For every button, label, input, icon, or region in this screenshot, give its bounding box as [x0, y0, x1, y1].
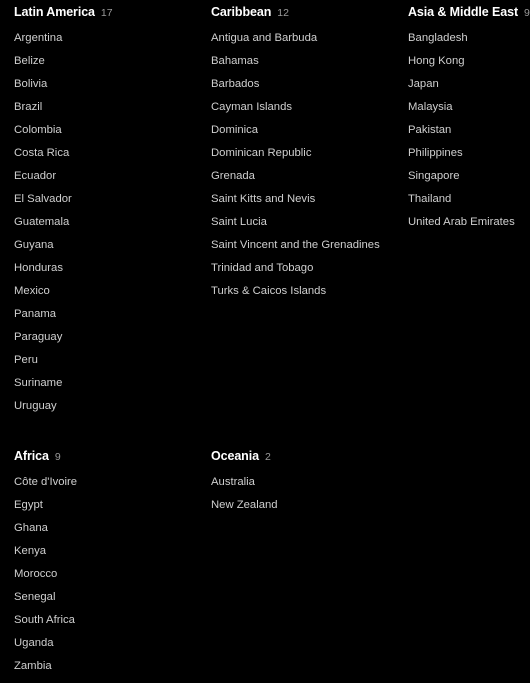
country-link[interactable]: Ecuador — [14, 170, 57, 182]
country-link[interactable]: Morocco — [14, 568, 58, 580]
region-header — [14, 5, 204, 23]
country-link[interactable]: Guatemala — [14, 216, 70, 228]
country-link[interactable]: Brazil — [14, 101, 43, 113]
country-link[interactable]: Uganda — [14, 637, 54, 649]
region-count: 17 — [100, 7, 113, 19]
country-link[interactable]: Mexico — [14, 285, 50, 297]
country-link[interactable]: Suriname — [14, 377, 63, 389]
country-link[interactable]: Saint Vincent and the Grenadines — [211, 239, 380, 251]
country-link[interactable]: Saint Lucia — [211, 216, 267, 228]
country-list — [14, 32, 204, 423]
region-count: 9 — [524, 7, 530, 19]
country-link[interactable]: Peru — [14, 354, 38, 366]
country-link[interactable]: United Arab Emirates — [408, 216, 515, 228]
country-link[interactable]: El Salvador — [14, 193, 72, 205]
country-link[interactable]: Thailand — [408, 193, 452, 205]
country-link[interactable]: Paraguay — [14, 331, 63, 343]
region-caribbean — [211, 5, 401, 308]
country-link[interactable]: Ghana — [14, 522, 48, 534]
country-link[interactable]: Pakistan — [408, 124, 452, 136]
country-link[interactable]: Senegal — [14, 591, 56, 603]
region-oceania — [211, 449, 401, 522]
country-list — [211, 32, 401, 308]
country-link[interactable]: Malaysia — [408, 101, 453, 113]
country-list — [14, 476, 204, 683]
country-link[interactable]: Colombia — [14, 124, 62, 136]
region-title: Oceania — [211, 449, 259, 463]
country-link[interactable]: Philippines — [408, 147, 463, 159]
country-link[interactable]: Uruguay — [14, 400, 57, 412]
country-link[interactable]: Bolivia — [14, 78, 48, 90]
country-link[interactable]: Argentina — [14, 32, 63, 44]
region-header — [211, 5, 401, 23]
country-link[interactable]: Barbados — [211, 78, 260, 90]
country-link[interactable]: Egypt — [14, 499, 43, 511]
country-link[interactable]: Kenya — [14, 545, 47, 557]
country-link[interactable]: Guyana — [14, 239, 54, 251]
region-count: 9 — [54, 451, 61, 463]
region-title: Latin America — [14, 5, 95, 19]
country-link[interactable]: Bangladesh — [408, 32, 468, 44]
country-link[interactable]: Trinidad and Tobago — [211, 262, 314, 274]
country-link[interactable]: Zambia — [14, 660, 52, 672]
country-link[interactable]: Bahamas — [211, 55, 259, 67]
country-link[interactable]: Saint Kitts and Nevis — [211, 193, 316, 205]
country-link[interactable]: Hong Kong — [408, 55, 465, 67]
region-africa — [14, 449, 204, 683]
region-latin-america — [14, 5, 204, 423]
region-title: Asia & Middle East — [408, 5, 519, 19]
country-link[interactable]: Australia — [211, 476, 255, 488]
region-header — [14, 449, 204, 467]
region-count: 2 — [264, 451, 271, 463]
country-link[interactable]: Cayman Islands — [211, 101, 292, 113]
country-link[interactable]: Panama — [14, 308, 57, 320]
country-link[interactable]: Belize — [14, 55, 45, 67]
country-link[interactable]: New Zealand — [211, 499, 278, 511]
country-link[interactable]: Côte d'Ivoire — [14, 476, 78, 488]
region-title: Caribbean — [211, 5, 272, 19]
region-asia-middle-east — [408, 5, 530, 239]
country-list — [211, 476, 401, 522]
country-list — [408, 32, 530, 239]
country-link[interactable]: Singapore — [408, 170, 460, 182]
country-link[interactable]: Dominican Republic — [211, 147, 312, 159]
country-link[interactable]: Dominica — [211, 124, 259, 136]
region-header — [211, 449, 401, 467]
country-link[interactable]: Costa Rica — [14, 147, 70, 159]
region-count: 12 — [277, 7, 289, 19]
country-link[interactable]: Japan — [408, 78, 439, 90]
country-link[interactable]: Turks & Caicos Islands — [211, 285, 327, 297]
country-link[interactable]: Honduras — [14, 262, 63, 274]
region-title: Africa — [14, 449, 49, 463]
region-header — [408, 5, 530, 23]
country-link[interactable]: Antigua and Barbuda — [211, 32, 318, 44]
country-link[interactable]: South Africa — [14, 614, 75, 626]
country-link[interactable]: Grenada — [211, 170, 255, 182]
